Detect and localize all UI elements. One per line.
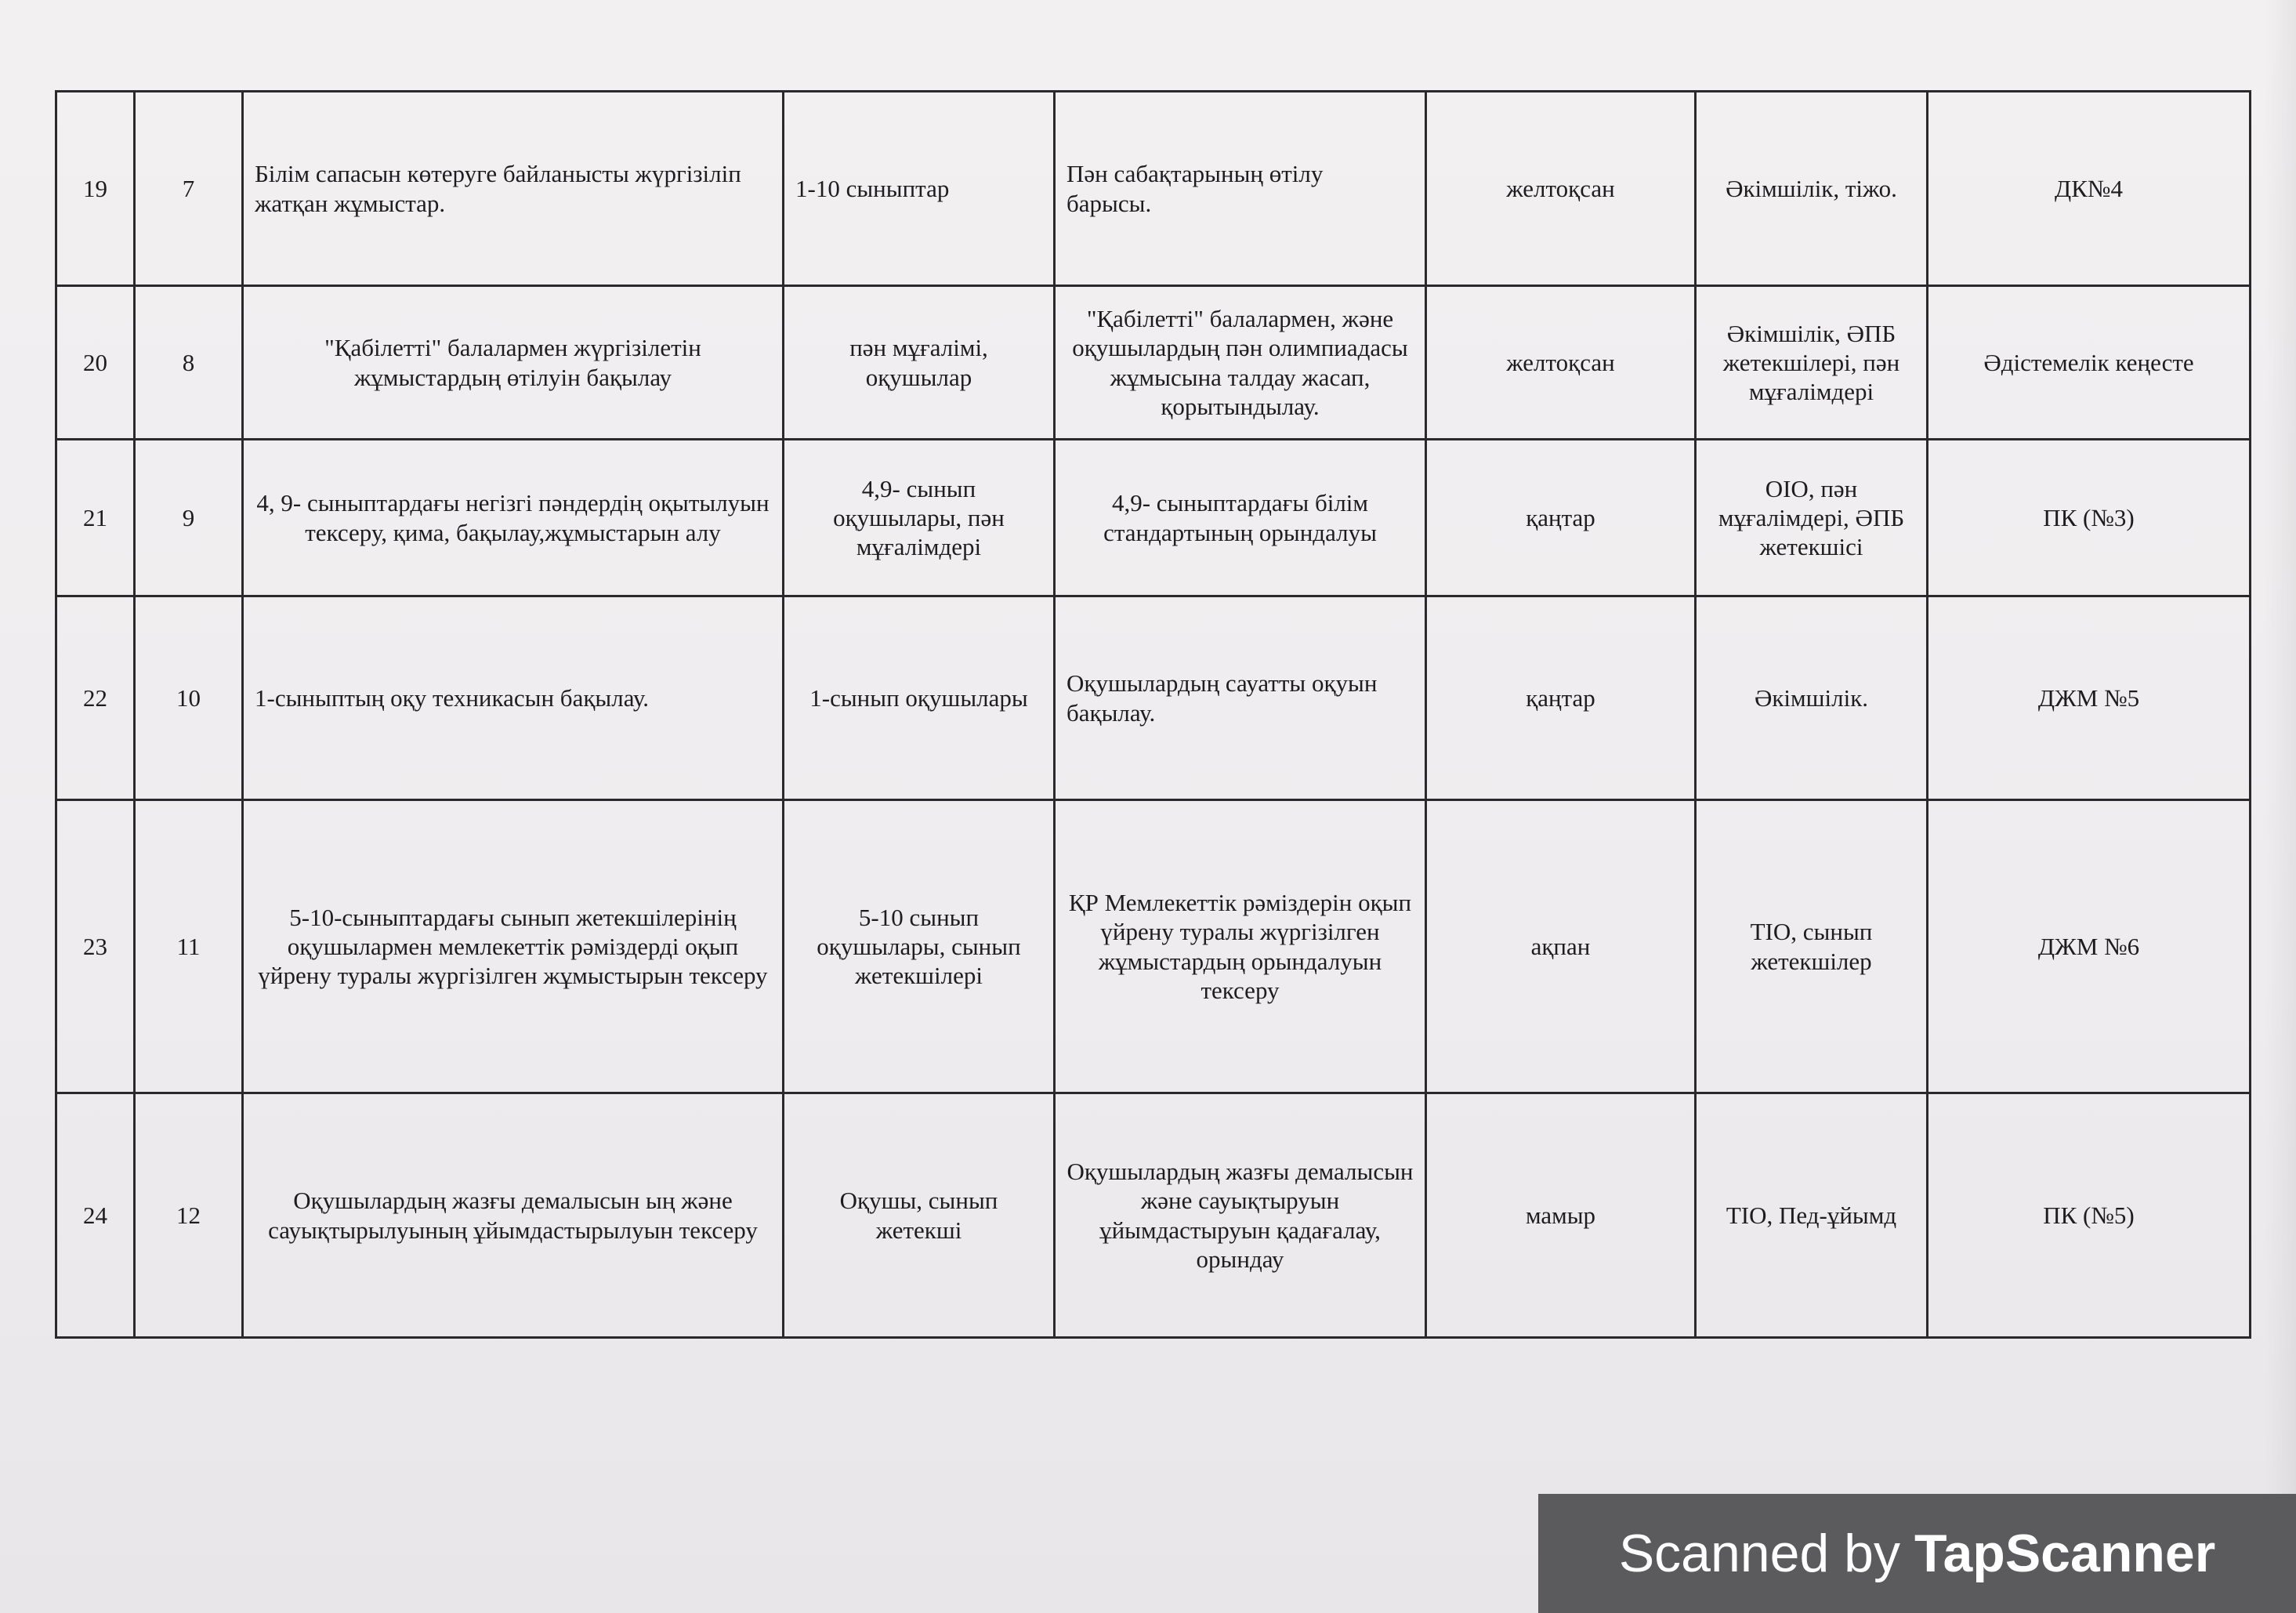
participants: 1-10 сыныптар [784,92,1055,286]
row-sub-number: 8 [135,286,243,440]
row-number: 24 [56,1093,135,1338]
table-row [56,800,2251,1093]
responsible: ОІО, пән мұғалімдері, ӘПБ жетекшісі [1696,440,1928,596]
result-location: ДЖМ №6 [1928,800,2251,1093]
table-row [56,440,2251,596]
scanner-watermark [1538,1494,2296,1613]
watermark-brand: TapScanner [1914,1524,2216,1583]
control-purpose: "Қабілетті" балалармен, және оқушылардың пән олимпиадасы жұмысына талдау жасап, қорытындылау. [1055,286,1426,440]
control-topic: "Қабілетті" балалармен жүргізілетін жұмыстардың өтілуін бақылау [243,286,784,440]
month: желтоқсан [1426,92,1696,286]
control-purpose: ҚР Мемлекеттік рәміздерін оқып үйрену туралы жүргізілген жұмыстардың орындалуын тексеру [1055,800,1426,1093]
row-sub-number: 10 [135,596,243,800]
table-row [56,1093,2251,1338]
paper-edge-shadow [2265,0,2296,1613]
control-topic: 1-сыныптың оқу техникасын бақылау. [243,596,784,800]
row-sub-number: 11 [135,800,243,1093]
month: желтоқсан [1426,286,1696,440]
participants: 1-сынып оқушылары [784,596,1055,800]
row-number: 19 [56,92,135,286]
control-purpose: 4,9- сыныптардағы білім стандартының орындалуы [1055,440,1426,596]
responsible: Әкімшілік, ӘПБ жетекшілері, пән мұғалімдері [1696,286,1928,440]
table-row [56,286,2251,440]
month: қаңтар [1426,596,1696,800]
participants: пән мұғалімі, оқушылар [784,286,1055,440]
row-sub-number: 12 [135,1093,243,1338]
row-sub-number: 7 [135,92,243,286]
responsible: ТІО, сынып жетекшілер [1696,800,1928,1093]
result-location: ПК (№5) [1928,1093,2251,1338]
control-purpose: Пән сабақтарының өтілу барысы. [1055,92,1426,286]
participants: Оқушы, сынып жетекші [784,1093,1055,1338]
month: қаңтар [1426,440,1696,596]
control-plan-table [55,90,2251,1339]
control-topic: Оқушылардың жазғы демалысын ың және сауықтырылуының ұйымдастырылуын тексеру [243,1093,784,1338]
responsible: Әкімшілік, тіжо. [1696,92,1928,286]
result-location: ДК№4 [1928,92,2251,286]
row-number: 23 [56,800,135,1093]
table-row [56,92,2251,286]
result-location: ДЖМ №5 [1928,596,2251,800]
responsible: Әкімшілік. [1696,596,1928,800]
row-number: 20 [56,286,135,440]
month: ақпан [1426,800,1696,1093]
participants: 5-10 сынып оқушылары, сынып жетекшілері [784,800,1055,1093]
row-number: 21 [56,440,135,596]
result-location: Әдістемелік кеңесте [1928,286,2251,440]
responsible: ТІО, Пед-ұйымд [1696,1093,1928,1338]
control-purpose: Оқушылардың жазғы демалысын және сауықтыруын ұйымдастыруын қадағалау, орындау [1055,1093,1426,1338]
watermark-prefix: Scanned by [1618,1524,1900,1583]
row-sub-number: 9 [135,440,243,596]
result-location: ПК (№3) [1928,440,2251,596]
row-number: 22 [56,596,135,800]
control-topic: 4, 9- сыныптардағы негізгі пәндердің оқытылуын тексеру, қима, бақылау,жұмыстарын алу [243,440,784,596]
table-row [56,596,2251,800]
control-topic: Білім сапасын көтеруге байланысты жүргізіліп жатқан жұмыстар. [243,92,784,286]
month: мамыр [1426,1093,1696,1338]
control-topic: 5-10-сыныптардағы сынып жетекшілерінің оқушылармен мемлекеттік рәміздерді оқып үйрену туралы жүргізілген жұмыстырын тексеру [243,800,784,1093]
control-purpose: Оқушылардың сауатты оқуын бақылау. [1055,596,1426,800]
participants: 4,9- сынып оқушылары, пән мұғалімдері [784,440,1055,596]
